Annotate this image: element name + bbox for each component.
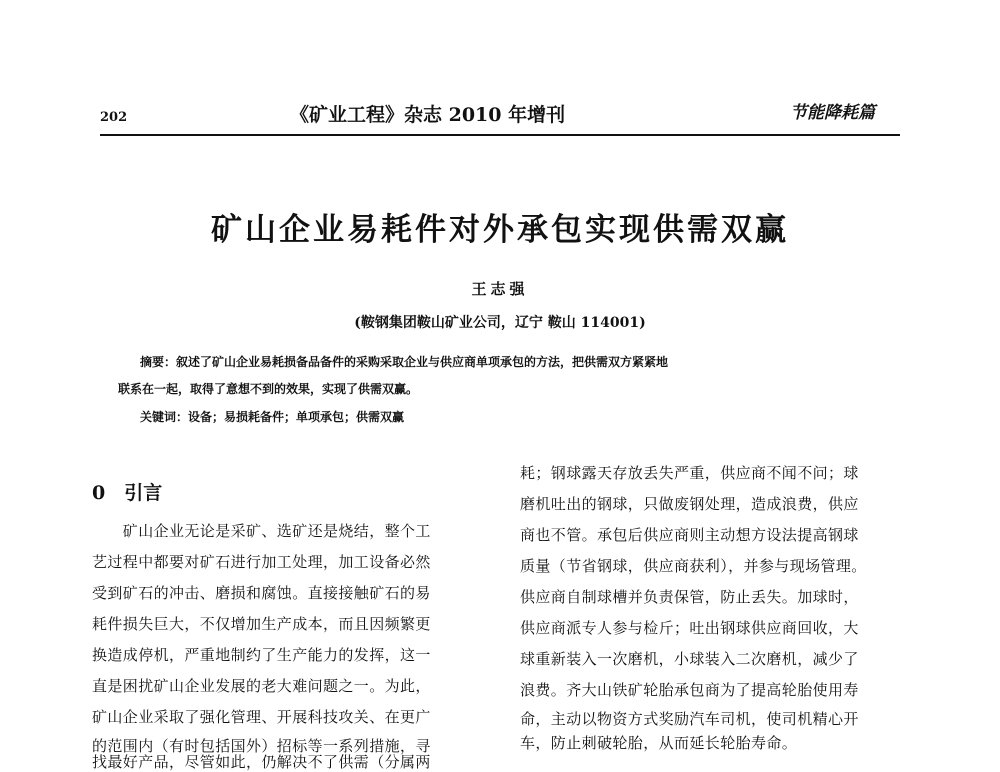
abstract-line: 联系在一起，取得了意想不到的效果，实现了供需双赢。 <box>118 382 419 396</box>
right-column-line: 车，防止刺破轮胎，从而延长轮胎寿命。 <box>520 734 798 752</box>
journal-header: 《矿业工程》杂志 2010 年增刊 <box>290 104 566 126</box>
right-column-line: 耗；钢球露天存放丢失严重，供应商不闻不问；球 <box>520 464 859 482</box>
right-column-line: 球重新装入一次磨机，小球装入二次磨机，减少了 <box>520 650 859 668</box>
right-column-line: 供应商派专人参与检斤；吐出钢球供应商回收，大 <box>520 619 859 637</box>
section-heading-introduction: 0 引言 <box>92 482 163 504</box>
left-column-line: 艺过程中都要对矿石进行加工处理，加工设备必然 <box>92 553 431 571</box>
keywords: 关键词：设备；易损耗备件；单项承包；供需双赢 <box>140 410 405 424</box>
section-header: 节能降耗篇 <box>790 103 875 123</box>
article-title: 矿山企业易耗件对外承包实现供需双赢 <box>211 212 789 248</box>
author-name: 王志强 <box>471 280 529 298</box>
abstract-line: 摘要：叙述了矿山企业易耗损备品备件的采购采取企业与供应商单项承包的方法，把供需双方紧紧地 <box>140 355 669 369</box>
left-column-line: 矿山企业采取了强化管理、开展科技攻关、在更广 <box>92 708 431 726</box>
right-column-line: 供应商自制球槽并负责保管，防止丢失。加球时， <box>520 588 859 606</box>
left-column-line: 受到矿石的冲击、磨损和腐蚀。直接接触矿石的易 <box>92 584 431 602</box>
right-column-line: 磨机吐出的钢球，只做废钢处理，造成浪费，供应 <box>520 495 859 513</box>
right-column-line: 质量（节省钢球，供应商获利），并参与现场管理。 <box>520 557 867 575</box>
author-affiliation: (鞍钢集团鞍山矿业公司，辽宁 鞍山 114001) <box>354 315 646 331</box>
right-column-line: 商也不管。承包后供应商则主动想方设法提高钢球 <box>520 526 859 544</box>
left-column-line: 耗件损失巨大，不仅增加生产成本，而且因频繁更 <box>92 615 431 633</box>
right-column-line: 命，主动以物资方式奖励汽车司机，使司机精心开 <box>520 710 859 728</box>
left-column-line: 的范围内（有时包括国外）招标等一系列措施，寻 <box>92 737 431 755</box>
page-number: 202 <box>100 110 128 125</box>
left-column-line: 矿山企业无论是采矿、选矿还是烧结，整个工 <box>92 522 431 540</box>
left-column-line: 找最好产品，尽管如此，仍解决不了供需（分属两 <box>92 753 431 771</box>
left-column-line: 换造成停机，严重地制约了生产能力的发挥，这一 <box>92 646 431 664</box>
header-rule <box>100 134 900 136</box>
left-column-line: 直是困扰矿山企业发展的老大难问题之一。为此， <box>92 677 431 695</box>
right-column-line: 浪费。齐大山铁矿轮胎承包商为了提高轮胎使用寿 <box>520 681 859 699</box>
